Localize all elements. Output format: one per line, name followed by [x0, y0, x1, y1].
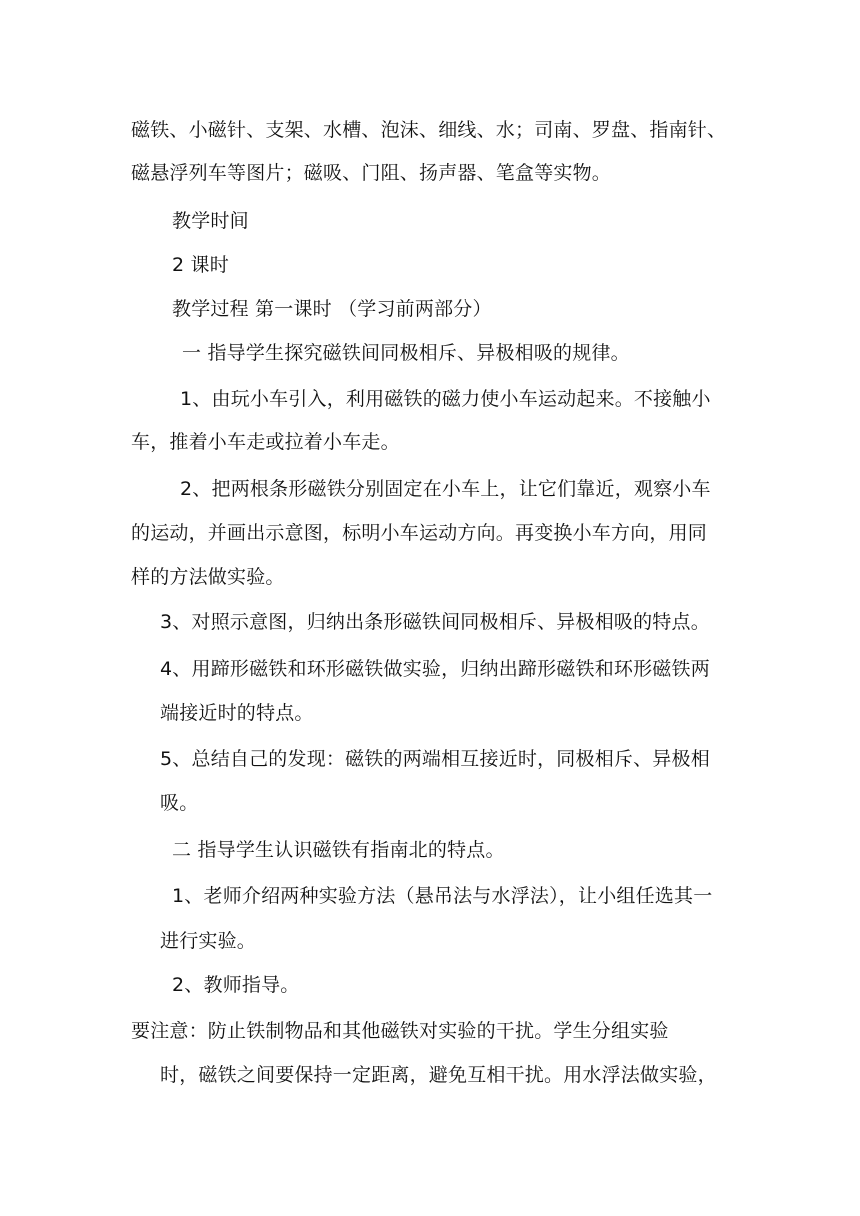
- step-1-line-1: 1、由玩小车引入，利用磁铁的磁力使小车运动起来。不接触小: [180, 388, 711, 410]
- materials-line-2: 磁悬浮列车等图片；磁吸、门阻、扬声器、笔盒等实物。: [131, 162, 612, 184]
- heading-teaching-process: 教学过程 第一课时 （学习前两部分）: [172, 298, 492, 320]
- method-line-1: 1、老师介绍两种实验方法（悬吊法与水浮法），让小组任选其一: [172, 885, 713, 907]
- step-3-line-1: 3、对照示意图，归纳出条形磁铁间同极相斥、异极相吸的特点。: [160, 611, 710, 633]
- step-2-line-2: 的运动，并画出示意图，标明小车运动方向。再变换小车方向，用同: [131, 522, 708, 544]
- step-2-line-1: 2、把两根条形磁铁分别固定在小车上，让它们靠近，观察小车: [180, 478, 711, 500]
- step-5-line-1: 5、总结自己的发现：磁铁的两端相互接近时，同极相斥、异极相: [160, 748, 710, 770]
- teacher-guidance: 2、教师指导。: [172, 974, 300, 996]
- materials-line-1: 磁铁、小磁针、支架、水槽、泡沫、细线、水；司南、罗盘、指南针、: [131, 119, 727, 141]
- heading-teaching-time: 教学时间: [172, 210, 249, 232]
- step-4-line-1: 4、用蹄形磁铁和环形磁铁做实验，归纳出蹄形磁铁和环形磁铁两: [160, 658, 710, 680]
- step-5-line-2: 吸。: [160, 792, 199, 814]
- step-1-line-2: 车，推着小车走或拉着小车走。: [131, 431, 400, 453]
- step-2-line-3: 样的方法做实验。: [131, 566, 285, 588]
- section-one-title: 一 指导学生探究磁铁间同极相斥、异极相吸的规律。: [182, 342, 630, 364]
- note-line-2: 时，磁铁之间要保持一定距离，避免互相干扰。用水浮法做实验，: [160, 1064, 717, 1086]
- method-line-2: 进行实验。: [160, 930, 257, 952]
- note-line-1: 要注意：防止铁制物品和其他磁铁对实验的干扰。学生分组实验: [131, 1020, 669, 1042]
- step-4-line-2: 端接近时的特点。: [160, 702, 314, 724]
- section-two-title: 二 指导学生认识磁铁有指南北的特点。: [172, 839, 505, 861]
- class-hours: 2 课时: [172, 254, 229, 276]
